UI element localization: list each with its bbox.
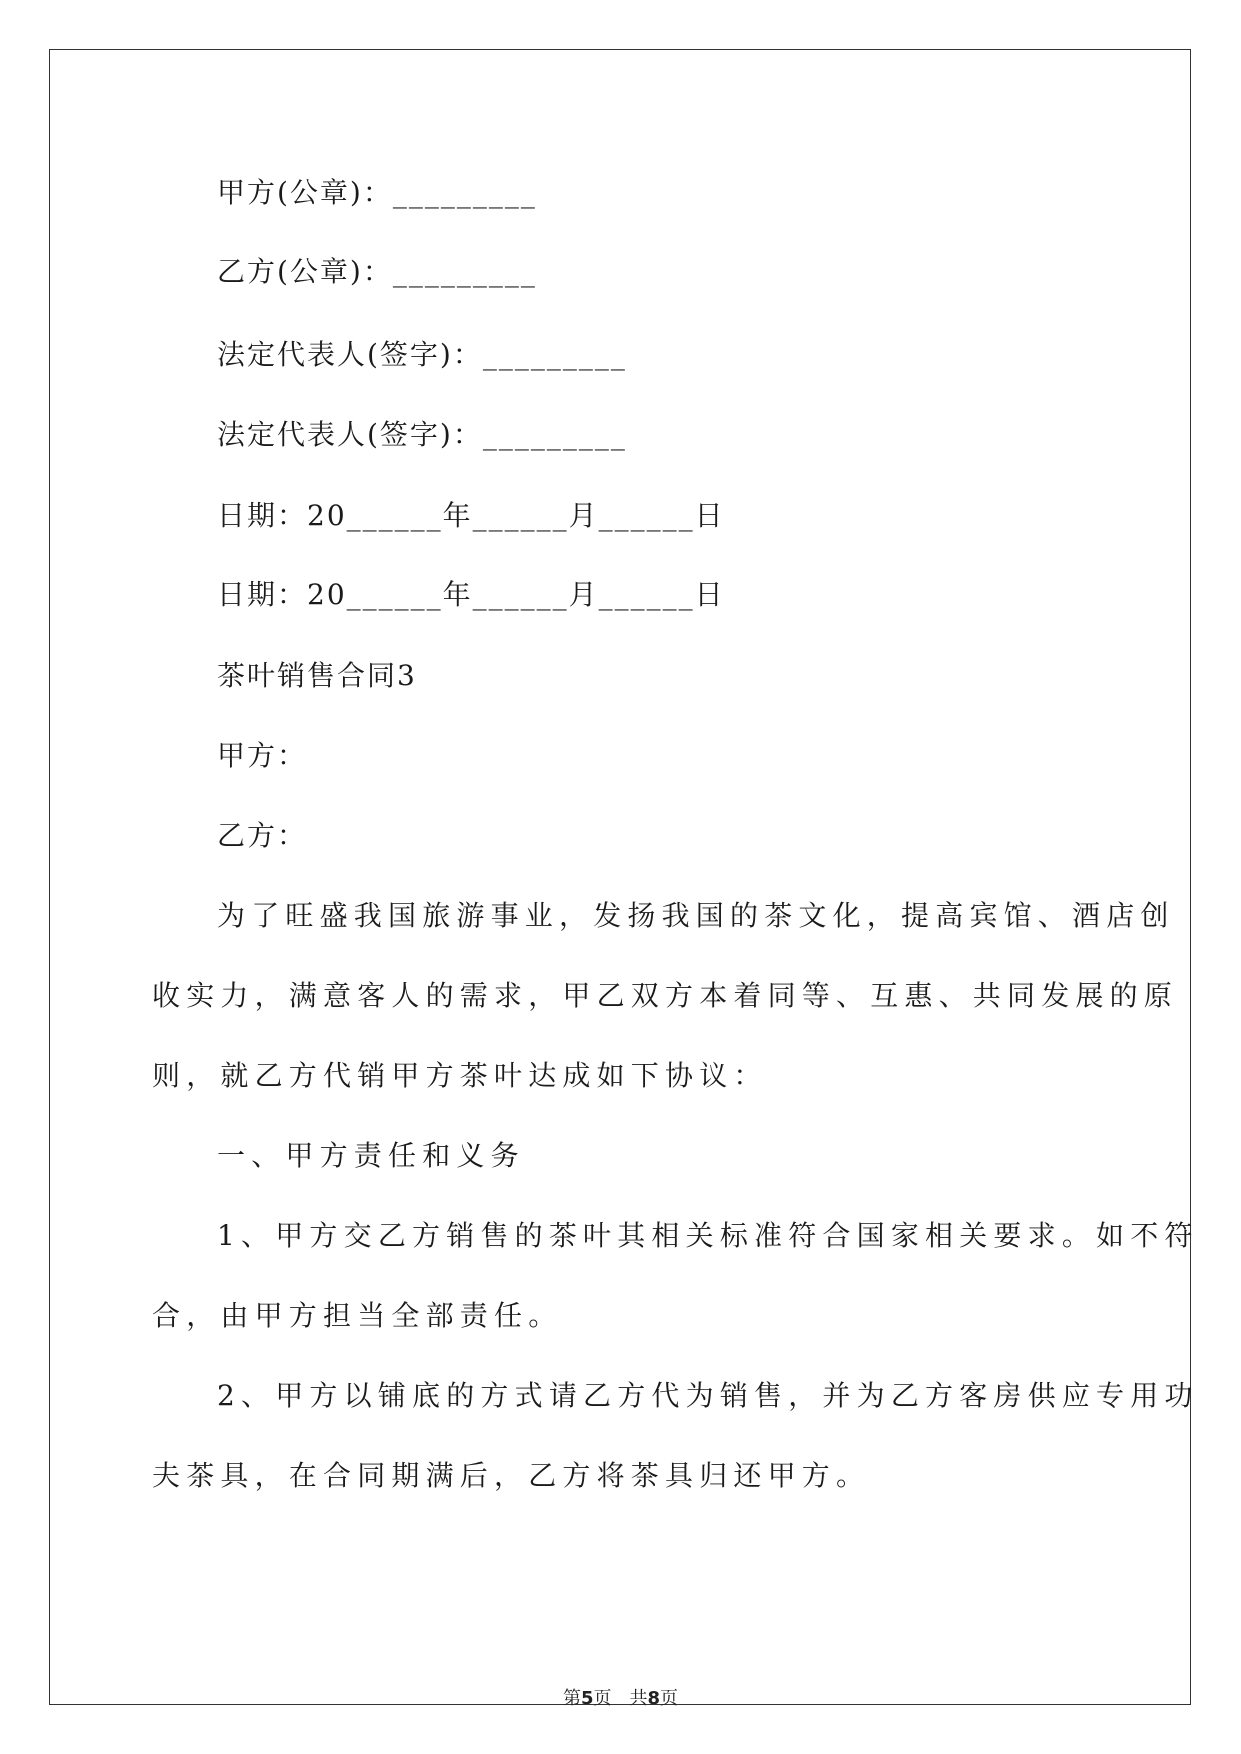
paragraph-line: 为了旺盛我国旅游事业，发扬我国的茶文化，提高宾馆、酒店创 [217,899,1175,932]
section-heading: 一、甲方责任和义务 [217,1139,525,1172]
paragraph-line: 则，就乙方代销甲方茶叶达成如下协议： [152,1059,768,1092]
legal-rep-signature-line-2: 法定代表人(签字)：_________ [217,418,627,451]
clause-line: 2、甲方以铺底的方式请乙方代为销售，并为乙方客房供应专用功 [217,1379,1199,1412]
legal-rep-signature-line-1: 法定代表人(签字)：_________ [217,338,627,371]
clause-line: 夫茶具，在合同期满后，乙方将茶具归还甲方。 [152,1459,871,1492]
party-a-label: 甲方： [217,739,308,772]
date-line-2: 日期：20______年______月______日 [217,578,725,611]
footer-mid: 页 共 [593,1688,648,1709]
party-b-label: 乙方： [217,819,308,852]
footer-prefix: 第 [562,1688,581,1709]
date-line-1: 日期：20______年______月______日 [217,499,725,532]
total-page-number: 8 [647,1688,661,1709]
current-page-number: 5 [580,1688,594,1709]
footer-suffix: 页 [660,1688,679,1709]
clause-line: 1、甲方交乙方销售的茶叶其相关标准符合国家相关要求。如不符 [217,1219,1199,1252]
page-border [49,49,1191,1705]
party-a-seal-line: 甲方(公章)：_________ [217,176,537,209]
party-b-seal-line: 乙方(公章)：_________ [217,255,537,288]
page-number-footer [0,1688,1241,1710]
paragraph-line: 收实力，满意客人的需求，甲乙双方本着同等、互惠、共同发展的原 [152,979,1179,1012]
clause-line: 合，由甲方担当全部责任。 [152,1299,563,1332]
contract-title: 茶叶销售合同3 [217,659,417,692]
